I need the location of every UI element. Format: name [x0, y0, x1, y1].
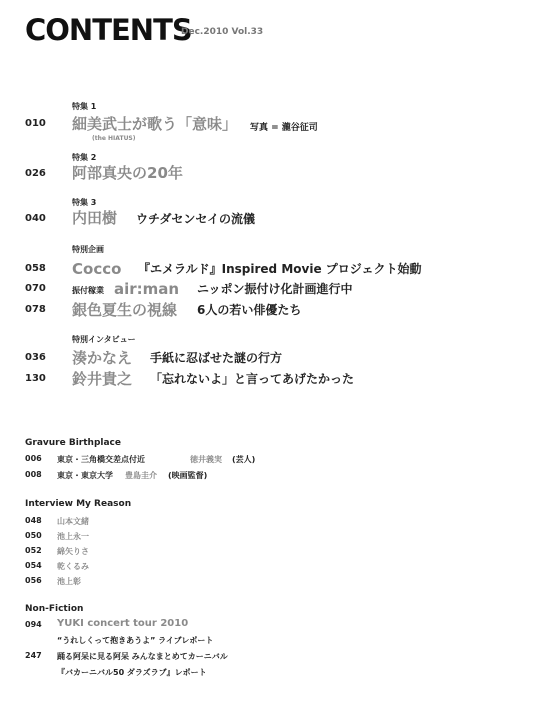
nonfiction-subline: “うれしくって抱きあうよ” ライブレポート [57, 636, 214, 645]
feature-title[interactable]: 内田樹 [72, 209, 118, 227]
gravure-role: (芸人) [232, 455, 256, 464]
feature-label: 特集 2 [72, 153, 97, 162]
page-number: 006 [25, 454, 42, 463]
section-label: 特別企画 [72, 245, 104, 254]
interview-subtitle: 手紙に忍ばせた謎の行方 [150, 351, 283, 365]
feature-label: 特集 3 [72, 198, 97, 207]
section-heading: Non-Fiction [25, 604, 84, 614]
page-number: 078 [25, 304, 46, 315]
page-number: 130 [25, 373, 46, 384]
interview-title[interactable]: 鈴井貴之 [72, 370, 133, 388]
interview-name[interactable]: 乾くるみ [57, 562, 89, 571]
special-subtitle: 『エメラルド』Inspired Movie プロジェクト始動 [138, 262, 422, 276]
gravure-name[interactable]: 豊島圭介 [125, 471, 157, 480]
page-number: 052 [25, 546, 42, 555]
page-number: 050 [25, 531, 42, 540]
special-title[interactable]: 銀色夏生の視線 [72, 301, 178, 319]
feature-label: 特集 1 [72, 102, 97, 111]
page-number: 247 [25, 651, 42, 660]
interview-name[interactable]: 池上彰 [57, 577, 81, 586]
page-number: 054 [25, 561, 42, 570]
nonfiction-title[interactable]: 踊る阿呆に見る阿呆 みんなまとめてカーニバル [57, 652, 228, 661]
page-number: 056 [25, 576, 42, 585]
feature-subtitle: ウチダセンセイの流儀 [136, 212, 256, 226]
photo-credit: 写真 = 瀧谷征司 [250, 123, 318, 133]
interview-subtitle: 「忘れないよ」と言ってあげたかった [150, 372, 355, 386]
page-number: 010 [25, 118, 46, 129]
page-number: 026 [25, 168, 46, 179]
gravure-role: (映画監督) [168, 471, 208, 480]
interview-title[interactable]: 湊かなえ [72, 349, 133, 367]
page-title: CONTENTS [25, 13, 192, 47]
section-heading: Interview My Reason [25, 499, 132, 509]
gravure-place: 東京・三角橋交差点付近 [57, 455, 145, 464]
gravure-place: 東京・東京大学 [57, 471, 113, 480]
special-subtitle: 6人の若い俳優たち [197, 303, 302, 317]
page-number: 058 [25, 263, 46, 274]
special-title[interactable]: Cocco [72, 260, 122, 278]
feature-title[interactable]: 阿部真央の20年 [72, 164, 183, 182]
page-number: 070 [25, 283, 46, 294]
interview-name[interactable]: 綿矢りさ [57, 547, 89, 556]
special-prefix: 振付稼業 [72, 286, 104, 295]
nonfiction-title[interactable]: YUKI concert tour 2010 [57, 618, 189, 629]
nonfiction-subline: 『バカーニバル50 ダラズラブ』レポート [57, 668, 207, 677]
page-number: 048 [25, 516, 42, 525]
page-number: 040 [25, 213, 46, 224]
section-heading: Gravure Birthplace [25, 438, 121, 448]
section-label: 特別インタビュー [72, 335, 136, 344]
feature-title[interactable]: 細美武士が歌う「意味」 [72, 115, 238, 133]
gravure-name[interactable]: 徳井義実 [190, 455, 222, 464]
special-subtitle: ニッポン振付け化計画進行中 [197, 282, 353, 296]
interview-name[interactable]: 山本文緒 [57, 517, 89, 526]
special-title[interactable]: air:man [114, 280, 180, 298]
page-number: 008 [25, 470, 42, 479]
interview-name[interactable]: 池上永一 [57, 532, 89, 541]
page-number: 094 [25, 620, 42, 629]
page-number: 036 [25, 352, 46, 363]
issue-label: Dec.2010 Vol.33 [181, 27, 264, 37]
feature-subnote: (the HIATUS) [92, 135, 136, 142]
